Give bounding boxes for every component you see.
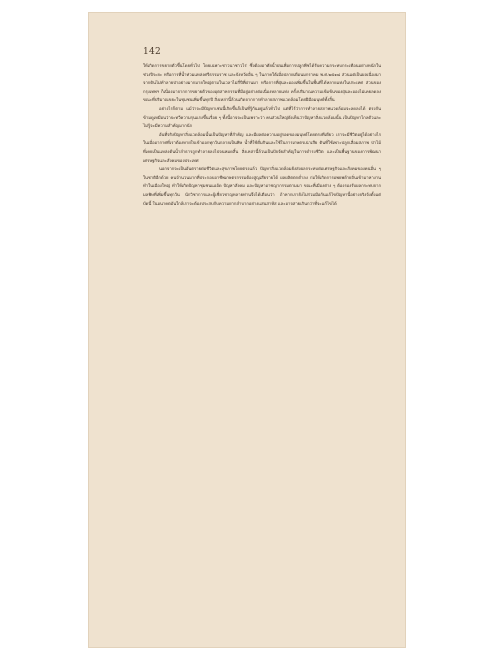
page-number: 142 [143, 47, 162, 57]
document-page [88, 12, 406, 648]
paragraph: อย่างไรก็ตาม แม้ว่าจะมีปัญหาเช่นนี้เกิดขึ้นก็เป็นที่รู้กันอยู่แล้วทั่วไป แต่ที่ไร้ว่าการทำลายสภาพแวดล้อมจะลดลงได้ ตรงกันข้ามดูเหมือนว่าจะทวีความรุนแรงขึ้นเรื่อย ๆ ทั้งนี้อาจจะเป็นเพราะว่า คนส่วนใหญ่ยังเห็นว่าปัญหาสิ่งแวดล้อมนั้น เป็นปัญหาไกลตัวและไม่รู้จะมีความสำคัญมากนัก [143, 105, 381, 129]
body-text [143, 62, 381, 208]
paragraph: ให้เกิดการขยายตัวขึ้นโดยทั่วไป โดยเฉพาะชาวนาชาวไร่ ซึ่งต้องอาศัยน้ำฝนเพื่อการปลูกพืชได้รับความกระทบกระเทือนอย่างหนักในช่วงปีระยะ หรือการที่น้ำท่วมแหล่งศรีธรรมราช และจังหวัดอื่น ๆ ในภาคใต้เมื่อปลายเดือนมกราคม พ.ศ.๒๕๑๘ ส่วนแต่เป็นผลเนื่องมาจากดินไม่ทำลายป่าอย่างมากมายใหญ่ตามในเวลาไม่กี่ปีที่ผ่านมา หรือการที่ฝุ่นละอองเพิ่มขึ้นในพื้นที่ได้หลายแห่งในประเทศ ส่วนของกรุงเทพฯ ก็เนื่องมาจากการขยายตัวของอุตสาหกรรมที่มีอยู่อย่างต่อเนื่องหลายแห่ง ครั้งปริมาณความเข้มข้นของฝุ่นละอองไม่เคยลดลง ขณะที่ปริมาณขยะในชุมชนเพิ่มขึ้นทุกปี สิ่งเหล่านี้ล้วนเกิดจากการทำลายสภาพแวดล้อมโดยฝีมือมนุษย์ทั้งสิ้น [143, 63, 381, 103]
paragraph: อันที่จริงปัญหาสิ่งแวดล้อมนั้นเป็นปัญหาที่สำคัญ และมีผลต่อความอยู่รอดของมนุษย์โดยตรงทีเดียว เราจะมีชีวิตอยู่ได้อย่างไร ในเมื่ออากาศที่เราต้องหายใจเข้าออกทุกวันกลายเป็นพิษ น้ำที่ใช้ดื่มกินและใช้ในการเกษตรเน่าเสีย ดินที่ใช้เพาะปลูกเสื่อมสภาพ ป่าไม้ที่เคยเป็นแหล่งต้นน้ำลำธารถูกทำลายลงไปจนหมดสิ้น สิ่งเหล่านี้ล้วนเป็นปัจจัยสำคัญในการดำรงชีวิต และเป็นพื้นฐานของการพัฒนาเศรษฐกิจและสังคมของประเทศ [143, 131, 381, 163]
paragraph: นอกจากจะเป็นอันตรายต่อชีวิตและสุขภาพโดยตรงแล้ว ปัญหาสิ่งแวดล้อมยังส่งผลกระทบต่อเศรษฐกิจและสังคมของคนอื่น ๆ ในชาติอีกด้วย คนจำนวนมากที่ประกอบอาชีพเกษตรกรรมต้องสูญเสียรายได้ ผลผลิตตกต่ำลง ก่อให้เกิดการอพยพย้ายถิ่นเข้ามาหางานทำในเมืองใหญ่ ทำให้เกิดปัญหาชุมชนแออัด ปัญหาสังคม และปัญหาอาชญากรรมตามมา ขณะที่เมืองต่าง ๆ ต้องรองรับผลกระทบจากมลพิษที่เพิ่มขึ้นทุกวัน นักวิชาการและผู้เชี่ยวชาญหลายท่านจึงได้เตือนว่า ถ้าหากเรายังไม่ร่วมมือกันแก้ไขปัญหานี้อย่างจริงจังตั้งแต่บัดนี้ ในอนาคตอันใกล้เราจะต้องประสบกับความยากลำบากอย่างแสนสาหัส และอาจสายเกินกว่าที่จะแก้ไขได้ [143, 166, 381, 206]
